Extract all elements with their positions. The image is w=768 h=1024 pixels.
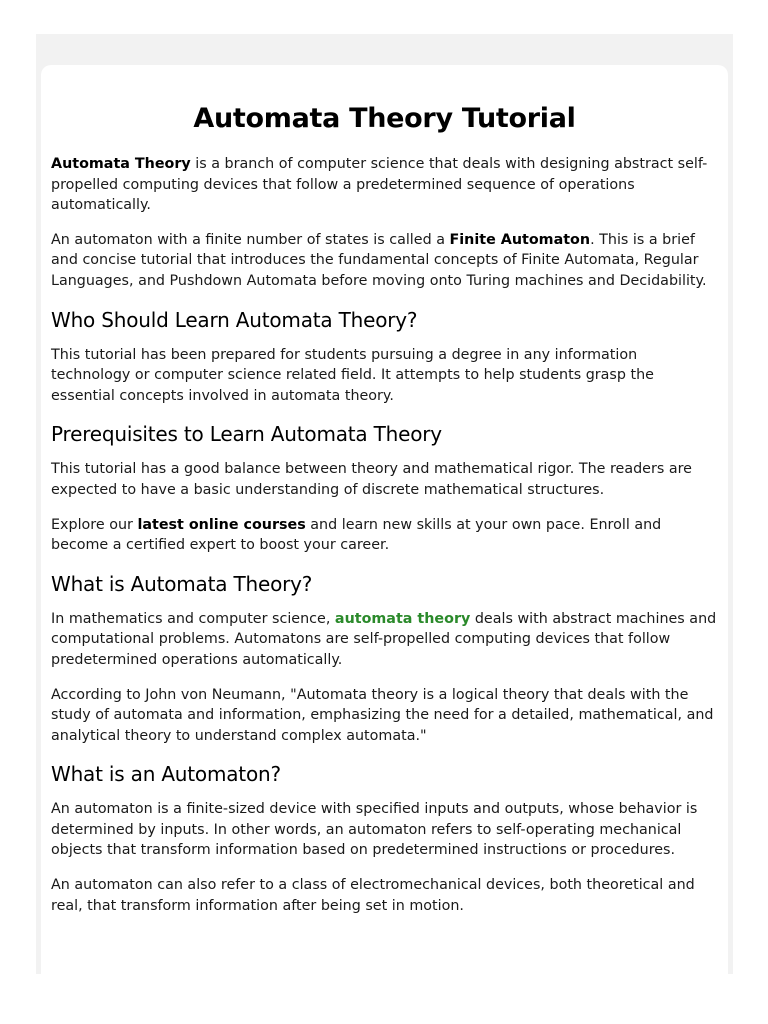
what-p1-start: In mathematics and computer science, xyxy=(51,610,335,627)
intro-term-bold: Automata Theory xyxy=(51,156,191,172)
what-paragraph-1 xyxy=(51,609,718,671)
courses-p-text: and learn new skills at your own pace. Enroll and become a certified expert to boost your career. xyxy=(51,516,662,554)
intro-paragraph-1 xyxy=(51,154,718,216)
what-paragraph-2: According to John von Neumann, "Automata theory is a logical theory that deals with the study of automata and information, emphasizing the need for a detailed, mathematical, and analytical theory to understand complex automata." xyxy=(51,686,714,744)
latest-courses-bold: latest online courses xyxy=(137,516,306,533)
intro-p1-text: is a branch of computer science that deals with designing abstract self-propelled computing devices that follow a predetermined sequence of operations automatically. xyxy=(51,156,708,214)
automaton-paragraph-2: An automaton can also refer to a class of electromechanical devices, both theoretical and real, that transform information after being set in motion. xyxy=(51,877,695,914)
automaton-heading: What is an Automaton? xyxy=(51,762,281,787)
prerequisites-paragraph: This tutorial has a good balance between theory and mathematical rigor. The readers are expected to have a basic understanding of discrete mathematical structures. xyxy=(51,461,692,498)
who-heading: Who Should Learn Automata Theory? xyxy=(51,307,418,332)
what-heading: What is Automata Theory? xyxy=(51,571,313,596)
intro-p2-text: . This is a brief and concise tutorial that introduces the fundamental concepts of Finite Automata, Regular Languages, and Pushdown Automata before moving onto Turing machines and Decidability. xyxy=(51,231,707,289)
finite-automaton-bold: Finite Automaton xyxy=(449,231,591,248)
intro-paragraph-2 xyxy=(51,230,718,292)
prerequisites-heading: Prerequisites to Learn Automata Theory xyxy=(51,422,442,447)
automata-theory-link[interactable]: automata theory xyxy=(334,610,471,627)
what-p1-text: deals with abstract machines and computational problems. Automatons are self-propelled computing devices that follow predetermined operations automatically. xyxy=(51,610,717,668)
article-card xyxy=(41,65,728,985)
page-title: Automata Theory Tutorial xyxy=(193,103,576,134)
courses-paragraph xyxy=(51,515,718,556)
who-paragraph: This tutorial has been prepared for students pursuing a degree in any information technology or computer science related field. It attempts to help students grasp the essential concepts involved in automata theory. xyxy=(51,346,654,404)
intro-p2-start: An automaton with a finite number of states is called a xyxy=(51,231,450,248)
courses-p-start: Explore our xyxy=(51,516,138,533)
automaton-paragraph-1: An automaton is a finite-sized device with specified inputs and outputs, whose behavior is determined by inputs. In other words, an automaton refers to self-operating mechanical objects that transform information based on predetermined instructions or procedures. xyxy=(51,801,698,859)
